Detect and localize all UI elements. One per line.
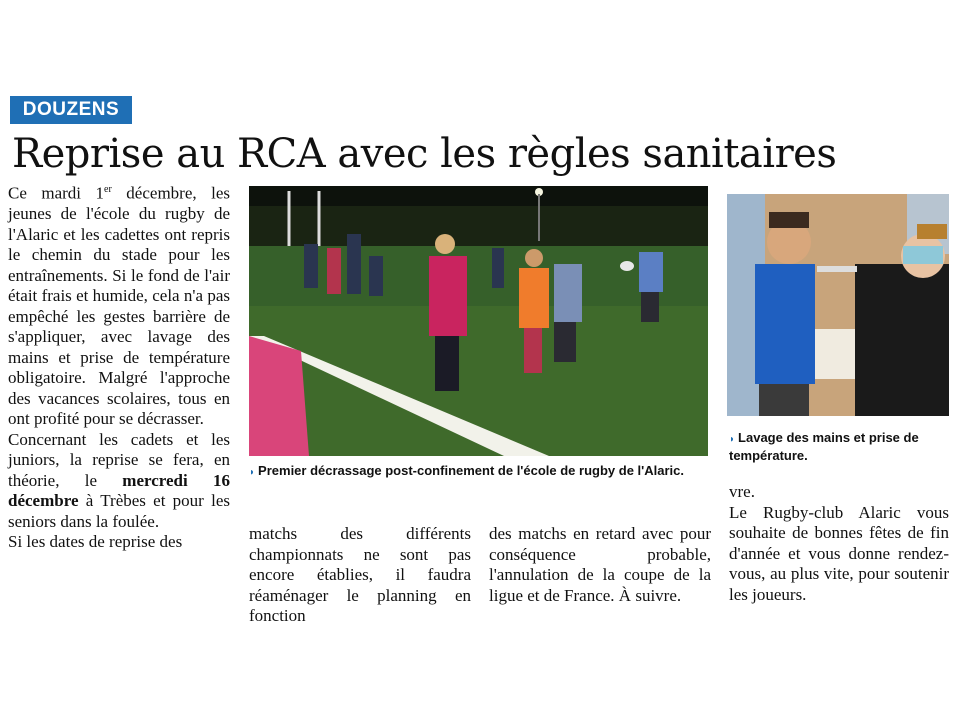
- paragraph-col4-2: Le Rugby-club Alaric vous souhaite de bonnes fêtes de fin d'année et vous donne rendez-vous, au plus vite, pour soutenir les joueurs.: [729, 502, 949, 604]
- photo-caption-side: ◗ Lavage des mains et prise de température.: [729, 430, 919, 463]
- article-column-3: [489, 524, 711, 606]
- photo-hand-washing: [727, 194, 949, 416]
- headline: Reprise au RCA avec les règles sanitaires: [12, 131, 837, 177]
- paragraph-3: Si les dates de reprise des: [8, 532, 183, 552]
- paragraph-col4-1: vre.: [729, 482, 755, 501]
- caption-marker-icon: ◗: [729, 434, 736, 445]
- paragraph-2: Concernant les cadets et les juniors, la reprise se fera, en théorie, le mercredi 16 décembre à Trèbes et pour les seniors dans la foulée.: [8, 429, 231, 531]
- paragraph-1: Ce mardi 1er décembre, les jeunes de l'école du rugby de l'Alaric et les cadettes ont repris le chemin du stade pour les entraînements. Si le fond de l'air était frais et humide, cela n'a pas empêché les gestes barrière de s'appliquer, avec lavage des mains et prise de température obligatoire. Malgré l'approche des vacances scolaires, tous en ont profité pour se décrasser.: [8, 183, 230, 429]
- caption-marker-icon: ◗: [249, 467, 256, 478]
- article-column-2: [249, 524, 471, 627]
- article-column-4: [729, 482, 949, 605]
- section-label: DOUZENS: [10, 96, 132, 124]
- photo-rugby-training: [249, 186, 708, 456]
- photo-caption-main: ◗ Premier décrassage post-confinement de l'école de rugby de l'Alaric.: [249, 463, 684, 478]
- paragraph-col2: matchs des différents championnats ne sont pas encore établies, il faudra réaménager le planning en fonction: [249, 524, 471, 625]
- paragraph-col3: des matchs en retard avec pour conséquence probable, l'annulation de la coupe de la ligue et de France. À suivre.: [489, 524, 711, 605]
- article-column-1: [8, 180, 230, 553]
